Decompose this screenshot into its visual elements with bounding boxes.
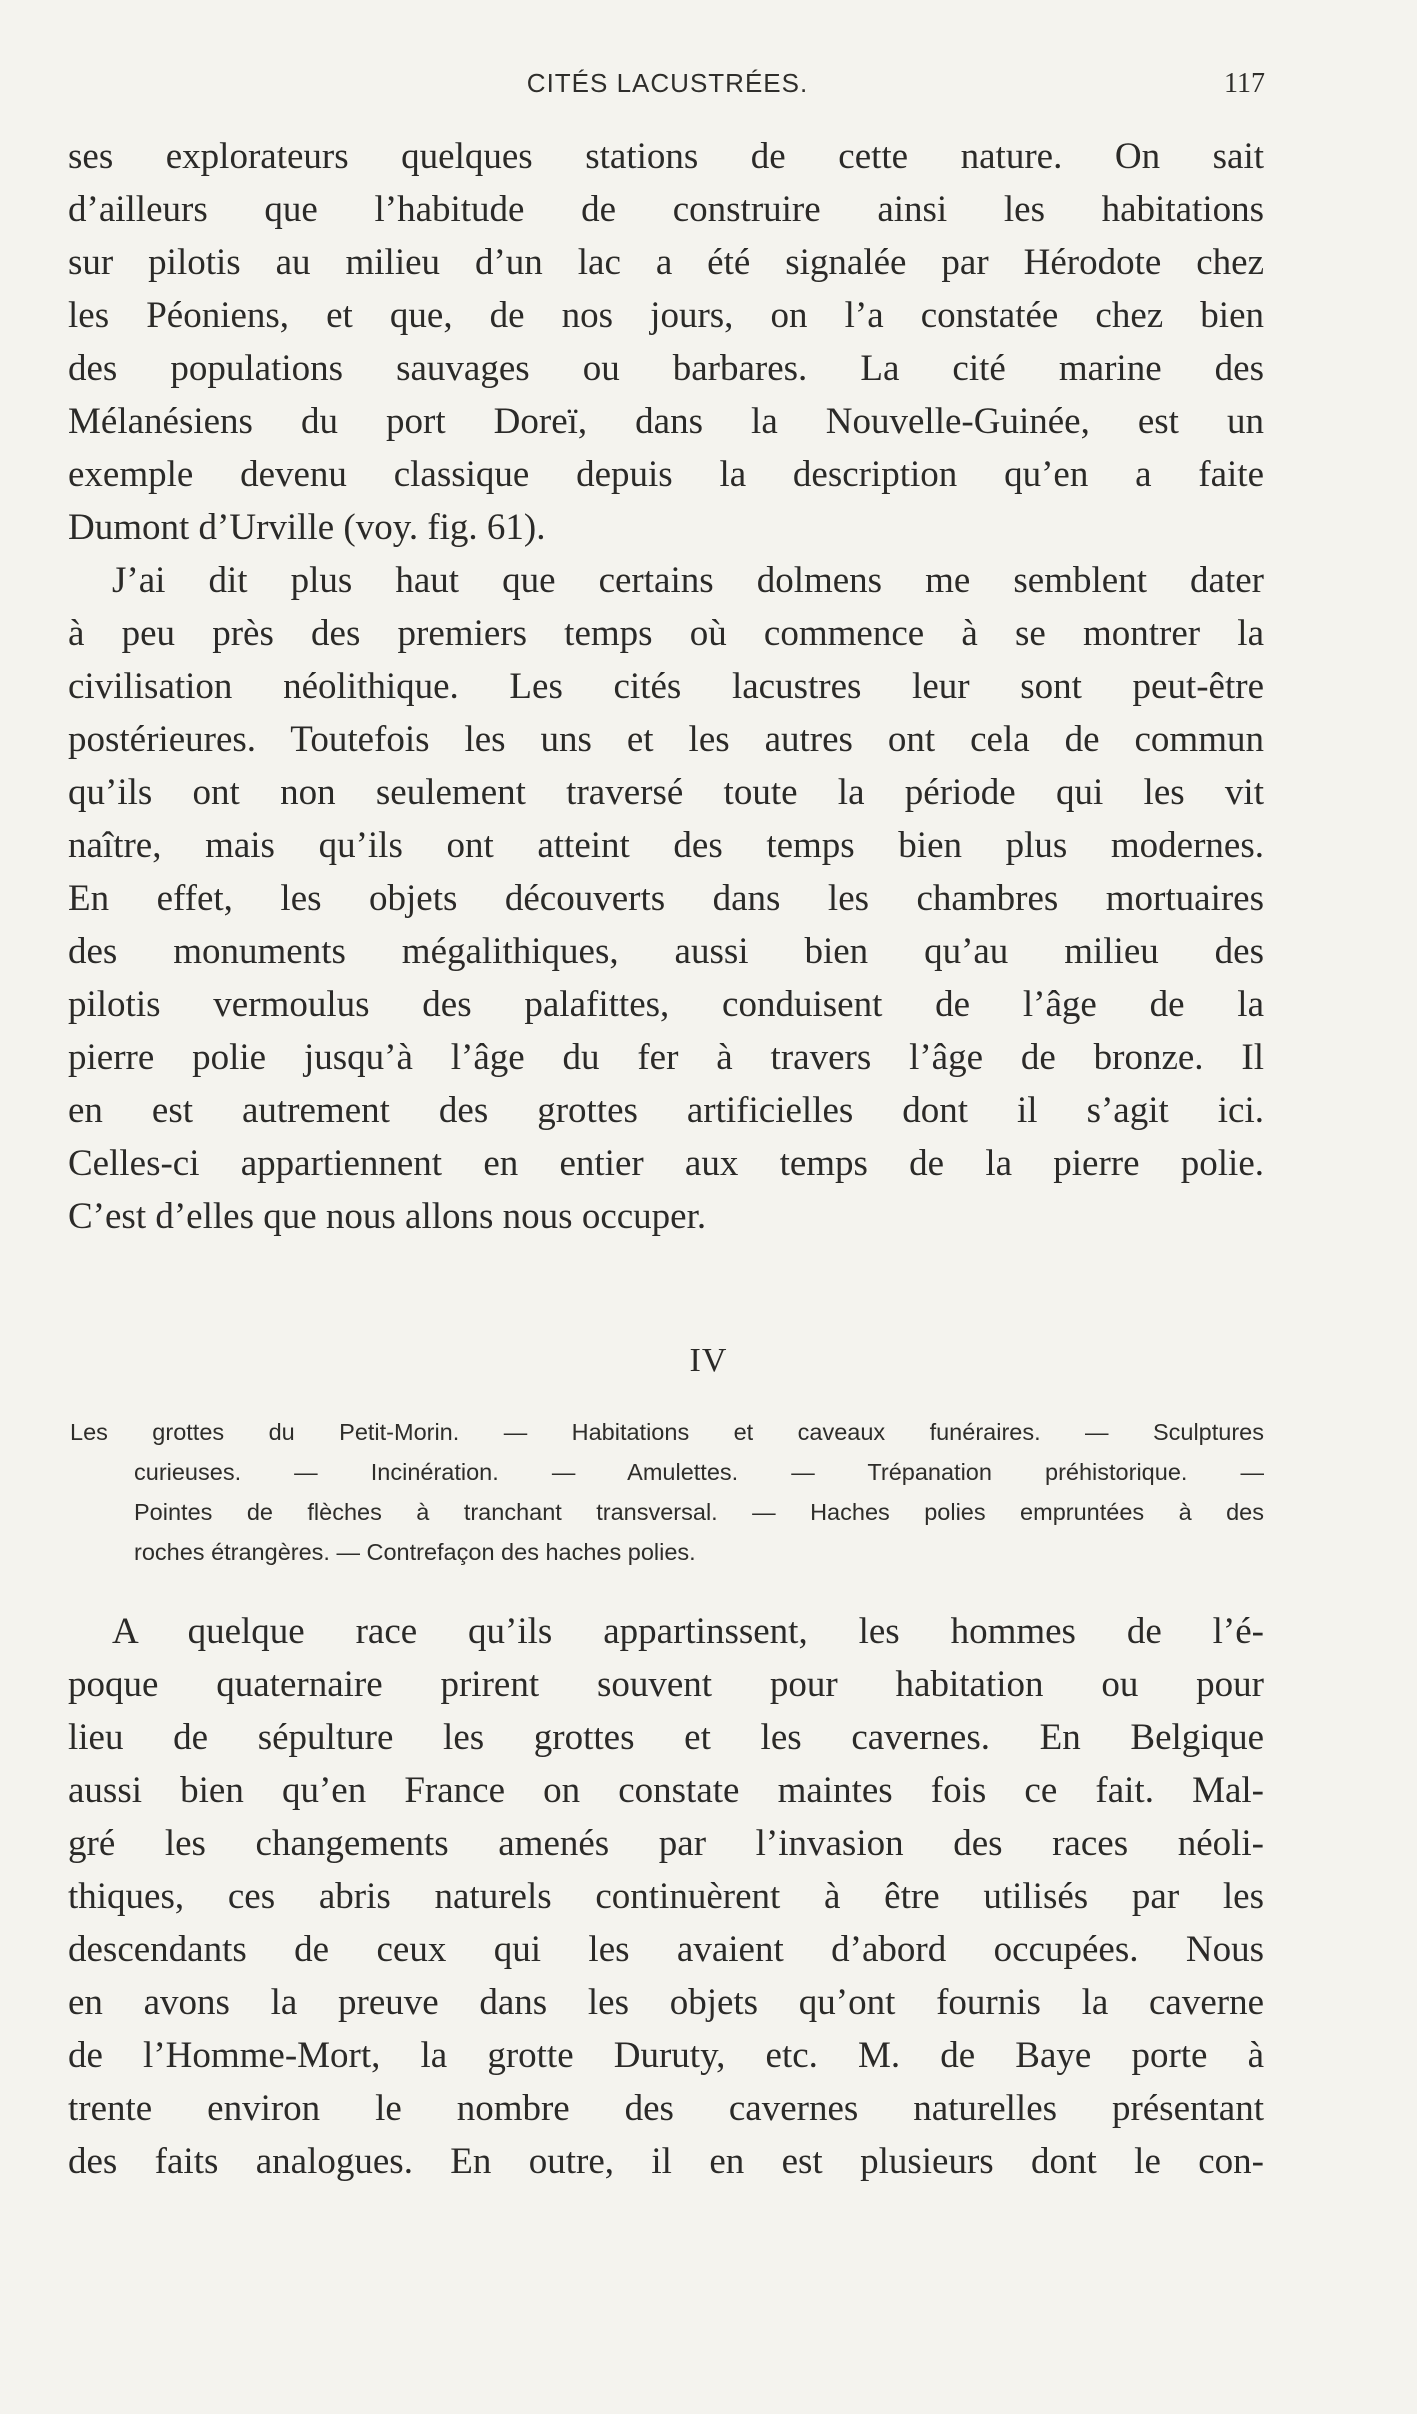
text-line: à peu près des premiers temps où commence à se montrer la (68, 613, 1264, 654)
section-summary (70, 1412, 1264, 1572)
text-line: naître, mais qu’ils ont atteint des temps bien plus modernes. (68, 825, 1264, 866)
text-line: En effet, les objets découverts dans les chambres mortuaires (68, 878, 1264, 919)
body-text-lower (68, 1605, 1264, 2188)
text-line: en avons la preuve dans les objets qu’ont fournis la caverne (68, 1982, 1264, 2023)
running-title: CITÉS LACUSTRÉES. (526, 68, 809, 98)
text-line: qu’ils ont non seulement traversé toute la période qui les vit (68, 772, 1264, 813)
body-text-upper (68, 130, 1264, 1243)
text-line: C’est d’elles que nous allons nous occuper. (68, 1196, 707, 1237)
paragraph-caves (68, 1605, 1264, 2188)
text-line: en est autrement des grottes artificielles dont il s’agit ici. (68, 1090, 1264, 1131)
text-line: sur pilotis au milieu d’un lac a été signalée par Hérodote chez (68, 242, 1264, 283)
text-line: J’ai dit plus haut que certains dolmens me semblent dater (112, 560, 1264, 601)
text-line: des populations sauvages ou barbares. La cité marine des (68, 348, 1264, 389)
summary-line: Pointes de flèches à tranchant transversal. — Haches polies empruntées à des (134, 1499, 1264, 1525)
text-line: pierre polie jusqu’à l’âge du fer à travers l’âge de bronze. Il (68, 1037, 1264, 1078)
text-line: d’ailleurs que l’habitude de construire ainsi les habitations (68, 189, 1264, 230)
text-line: Dumont d’Urville (voy. fig. 61). (68, 507, 546, 548)
text-line: poque quaternaire prirent souvent pour habitation ou pour (68, 1664, 1264, 1705)
text-line: gré les changements amenés par l’invasion des races néoli- (68, 1823, 1264, 1864)
text-line: thiques, ces abris naturels continuèrent à être utilisés par les (68, 1876, 1264, 1917)
text-line: des monuments mégalithiques, aussi bien qu’au milieu des (68, 931, 1264, 972)
text-line: Mélanésiens du port Doreï, dans la Nouvelle-Guinée, est un (68, 401, 1264, 442)
page-number: 117 (1224, 68, 1265, 99)
text-line: A quelque race qu’ils appartinssent, les hommes de l’é- (112, 1611, 1264, 1652)
summary-line: roches étrangères. — Contrefaçon des haches polies. (134, 1539, 696, 1565)
text-line: aussi bien qu’en France on constate maintes fois ce fait. Mal- (68, 1770, 1264, 1811)
text-line: trente environ le nombre des cavernes naturelles présentant (68, 2088, 1264, 2129)
text-line: des faits analogues. En outre, il en est plusieurs dont le con- (68, 2141, 1264, 2182)
text-line: Celles-ci appartiennent en entier aux temps de la pierre polie. (68, 1143, 1264, 1184)
summary-line: curieuses. — Incinération. — Amulettes. — Trépanation préhistorique. — (134, 1459, 1264, 1485)
text-line: postérieures. Toutefois les uns et les autres ont cela de commun (68, 719, 1264, 760)
text-line: lieu de sépulture les grottes et les cavernes. En Belgique (68, 1717, 1264, 1758)
summary-line: Les grottes du Petit-Morin. — Habitations et caveaux funéraires. — Sculptures (70, 1419, 1264, 1445)
text-line: les Péoniens, et que, de nos jours, on l’a constatée chez bien (68, 295, 1264, 336)
text-line: exemple devenu classique depuis la description qu’en a faite (68, 454, 1264, 495)
paragraph-continued (68, 130, 1264, 554)
paragraph-dolmens (68, 554, 1264, 1243)
text-line: pilotis vermoulus des palafittes, conduisent de l’âge de la (68, 984, 1264, 1025)
text-line: de l’Homme-Mort, la grotte Duruty, etc. M. de Baye porte à (68, 2035, 1264, 2076)
text-line: civilisation néolithique. Les cités lacustres leur sont peut-être (68, 666, 1264, 707)
text-line: ses explorateurs quelques stations de cette nature. On sait (68, 136, 1264, 177)
text-line: descendants de ceux qui les avaient d’abord occupées. Nous (68, 1929, 1264, 1970)
section-heading: IV (689, 1342, 728, 1379)
running-head (70, 68, 1265, 108)
